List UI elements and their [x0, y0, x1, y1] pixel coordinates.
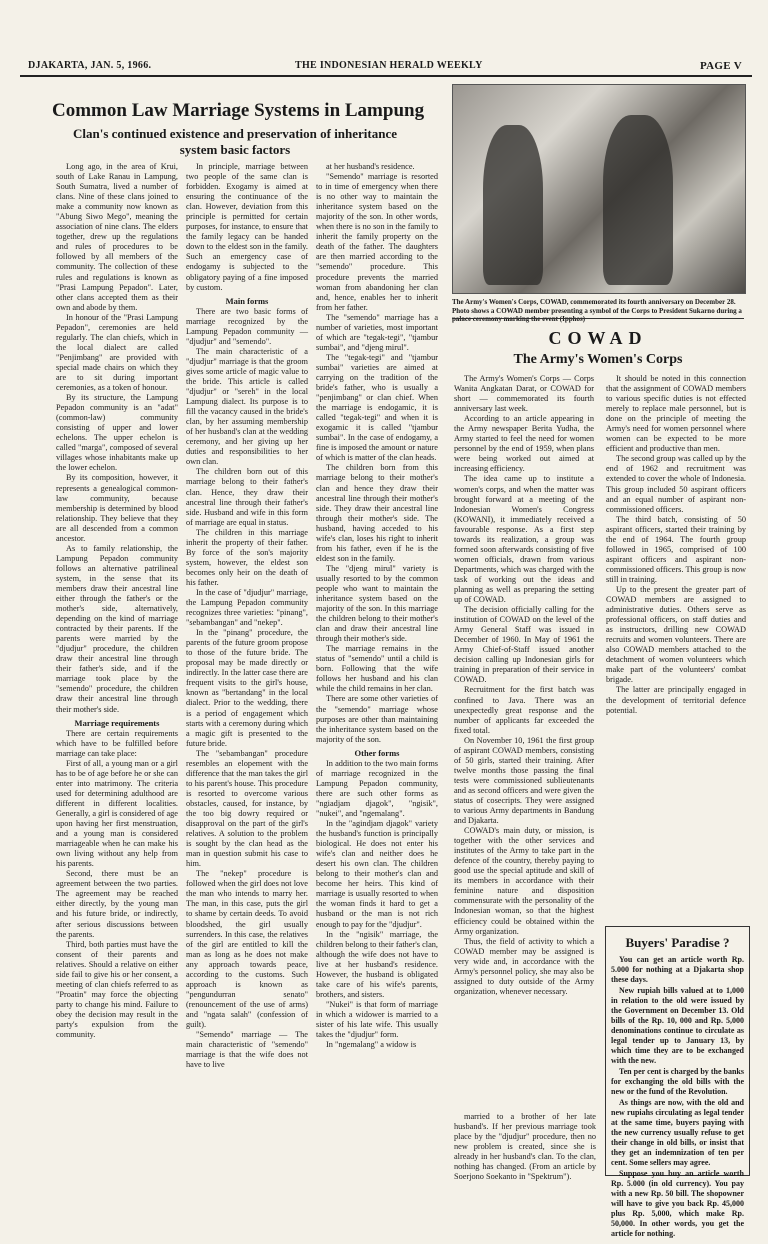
paragraph: Up to the present the greater part of COWAD members are assigned to administrative duties. Others serve as professional officers, on staff duties and as instructors, drilling new COWAD recruits and women volunteers. There are also COWAD members attached to the detachment of women volunteers which make part of the volunteers' combat brigade. [606, 584, 746, 685]
cowad-headline: COWAD [548, 328, 648, 348]
paragraph: There are two basic forms of marriage recognized by the Lampung Pepadon community — "djudjur" and "semendo". [186, 306, 308, 346]
paragraph: "Semendo" marriage is resorted to in time of emergency when there is no other way to maintain the inheritance system based on the majority of the son. In other words, when there is no son in the family to inherit the family property on the death of the father. The daughters are then married according to the "semendo" procedure. This procedure prevents the married woman from abandoning her clan and, hence, enables her to inherit from her father. [316, 172, 438, 312]
section-rule [452, 318, 744, 319]
paragraph: As to family relationship, the Lampung Pepadon community follows an alternative patrilineal system, in the sense that its members draw their ancestral line either through the father's or the mother's side, alternatively, depending on the kind of marriage contracted by their parents. If the parents were married by the "djudjur" procedure, the children draw their ancestral line through their father's side, and if the marriage took place by the "semendo" procedure, the children draw their ancestral line through their mother's side. [56, 543, 178, 714]
photo-caption: The Army's Women's Corps, COWAD, commemorated its fourth anniversary on December 28. Photo shows a COWAD member presenting a symbol of the Corps to President Sukarno during a palace ceremony marking the event (Ipphos) [452, 298, 742, 323]
paragraph: The third batch, consisting of 50 aspirant officers, started their training by the end of 1964. The fourth group followed in 1965, comprised of 100 aspirant officers and aspirant non-commissioned officers. This group is now still in training. [606, 514, 746, 584]
paragraph: In principle, marriage between two people of the same clan is forbidden. Exogamy is aimed at ensuring the continuance of the clan. However, deviation from this principle is permitted for certain purposes, for instance, to ensure that the family legacy can be handed down to the eldest son in the family. Such an emergency case of endogamy is subjected to the obligatory paying of a fine imposed by custom. [186, 162, 308, 292]
page-header [20, 60, 752, 74]
paragraph: The "djeng mirul" variety is usually resorted to by the common people who want to maintain the inheritance system based on the majority of the son. In this marriage the children belong to their mother's clan and draw their ancestral line through their mother's side. [316, 563, 438, 644]
paragraph: Recruitment for the first batch was confined to Java. There was an unexpectedly great response and the number of applicants far exceeded the fixed total. [454, 685, 594, 735]
paragraph: The second group was called up by the end of 1962 and recruitment was extended to cover the whole of Indonesia. This group included 50 aspirant officers and an equal number of aspirant non-commissioned officers. [606, 454, 746, 514]
paragraph: In the "pinang" procedure, the parents of the future groom propose to those of the future bride. The proposal may be made directly or indirectly. In the latter case there are frequent visits to the girl's house, known as "bertandang" in the local dialect. Prior to the wedding, there is a period of engagement which starts with a ceremony during which a magic gift is presented to the future bride. [186, 628, 308, 748]
article-headline: Common Law Marriage Systems in Lampung [52, 100, 425, 121]
masthead: THE INDONESIAN HERALD WEEKLY [295, 60, 483, 71]
paragraph: It should be noted in this connection that the assignment of COWAD members to various specific duties is not effected merely to replace male personnel, but is done on the principle of meeting the Army's need for women personnel where women can be expected to be more efficient and productive than men. [606, 374, 746, 454]
cowad-column-1 [454, 374, 594, 1144]
paragraph: The "semendo" marriage has a number of varieties, most important of which are "tegak-tegi", "tjambur sumbai", and "djeng mirul". [316, 312, 438, 352]
paragraph: The "tegak-tegi" and "tjambur sumbai" varieties are aimed at carrying on the tradition of the bride's father, who is usually a "penjimbang" or clan chief. When the marriage is endogamic, it is called "tegak-tegi" and when it is exogamic it is called "tjambur sumbai". In the case of endogamy, a fine is imposed the amount or nature of which is matter of the clan heads. [316, 352, 438, 463]
paragraph: In "ngemalang" a widow is [326, 1040, 417, 1050]
paragraph: "Nukei" is that form of marriage in which a widower is married to a sister of his late wife. This usually takes the "djudjur" form. [316, 999, 438, 1040]
article-column-1 [56, 162, 178, 1174]
paragraph: The "nekep" procedure is followed when the girl does not love the man who intends to marry her. The man, in this case, puts the girl to shame by certain deeds. To avoid bloodshed, the girl usually surrenders. In this case, the relatives of the girl are entitled to kill the man as long as he does not make any approach towards peace, according to the customs. Such approach is known as "pengundurran senato" (renouncement of the use of arms) and "ngata salah" (confession of guilt). [186, 869, 308, 1029]
paragraph: Third, both parties must have the consent of their parents and relatives. Should a relative on either side fail to give his or her consent, a meeting of clan chiefs referred to as "Proatin" may force the objecting party to change his mind. Failure to obey the decision may result in the party's expulsion from the community. [56, 939, 178, 1040]
paragraph: New rupiah bills valued at to 1,000 in relation to the old were issued by the Government on December 13. Old bills of the Rp. 10, 000 and Rp. 5,000 denominations continue to circulate as legal tender up to January 13, by which time they are to be exchanged with the new. [611, 986, 744, 1065]
paragraph: First of all, a young man or a girl has to be of age before he or she can enter into matrimony. The criteria used for determining adulthood are different in different localities. Generally, a girl is considered of age upon having her first menstruation, and a young man is considered marriageable when he can make his own living without any help from his parents. [56, 758, 178, 869]
section-heading: Main forms [225, 295, 269, 306]
paragraph: Ten per cent is charged by the banks for exchanging the old bills with the new or the fund of the Revolution. [611, 1067, 744, 1096]
cowad-subheadline: The Army's Women's Corps [513, 352, 683, 367]
paragraph: at her husband's residence. [326, 162, 415, 171]
article-continuation [454, 1112, 596, 1182]
paragraph: The marriage remains in the status of "semendo" until a child is born. Following that the wife follows her husband and his clan while the child remains in her clan. [316, 644, 438, 694]
article-column-2 [186, 162, 308, 1174]
paragraph: The latter are principally engaged in the development of territorial defence potential. [606, 685, 746, 715]
paragraph: The Army's Women's Corps — Corps Wanita Angkatan Darat, or COWAD for short — commemorated its fourth anniversary last week. [454, 374, 594, 414]
paragraph: By its structure, the Lampung Pepadon community is an "adat" (common-law) community consisting of upper and lower echelons. The upper echelon is called "marga", composed of several villages whose inhabitants make up the lower echelon. [56, 393, 178, 473]
paragraph: Long ago, in the area of Krui, south of Lake Ranau in Lampung, South Sumatra, lived a number of clans. Nine of these clans joined to make a community now known as "Abung Siwo Mego", meaning the association of nine clans. The elders together, drew up the regulations and rules of procedures to be followed by all members of the community. The collection of these rules and regulations is known as "Prasi Lampung Pepadon". Later, other clans accepted them as their own and abode by them. [56, 162, 178, 312]
paragraph: In addition to the two main forms of marriage recognized in the Lampung Pepadon community, there are such other forms as "ngiadjam djagok", "ngisik", "nukei", and "ngemalang". [316, 758, 438, 818]
paragraph: The children born from this marriage belong to their mother's clan and hence they draw their ancestral line through their mother's side. They draw their ancestral line through their mother's side. The husband, having acceded to his wife's clan, loses his right to inherit from his father, even if he is the eldest son in the family. [316, 463, 438, 563]
page-number: PAGE V [699, 60, 742, 72]
news-photo [452, 84, 746, 294]
paragraph: There are certain requirements which have to be fulfilled before marriage can take place: [56, 728, 178, 758]
paragraph: On November 10, 1961 the first group of aspirant COWAD members, consisting of 50 girls, started their training. After twelve months those passing the final tests were commissioned sublieutenants and as second officers and were given the status of cosecripts. They were assigned to various Army departments in Bandung and Djakarta. [454, 735, 594, 826]
article-column-3 [316, 162, 438, 1174]
dateline: DJAKARTA, JAN. 5, 1966. [28, 60, 152, 71]
paragraph: By its composition, however, it represents a genealogical common-law community, because membership is determined by blood relationship. They believe that they are all descended from a common ancestor. [56, 473, 178, 543]
cowad-column-2 [606, 374, 746, 919]
paragraph: Second, there must be an agreement between the two parties. The agreement may be reached either directly, by the young man and his future bride, or indirectly, after serious discussions between the parents. [56, 869, 178, 939]
header-rule [20, 75, 752, 77]
paragraph: The idea came up to institute a women's corps, and when the matter was brought forward at a meeting of the Indonesian Women's Congress (KOWANI), it immediately received a favourable response. As a first step towards its realization, a group was formed soon afterwards consisting of five women officials, drawn from various Departments, which was charged with the task of working out the ideas and planning as well as preparing the setting up of COWAD. [454, 474, 594, 605]
paragraph: In the case of "djudjur" marriage, the Lampung Pepadon community recognizes three varieties: "pinang", "sebambangan" and "nekep". [186, 587, 308, 628]
paragraph: The "sebambangan" procedure resembles an elopement with the difference that the man takes the girl to his parent's house. This procedure is resorted to overcome various obstacles, caused, for instance, by the too big dowry required or disapproval on the part of the girl's relatives. A solution to the problem is sought by the clan head as the man in question submit his case to him. [186, 748, 308, 869]
paragraph: There are some other varieties of the "semendo" marriage whose purposes are other than maintaining the inheritance system based on the majority of the son. [316, 694, 438, 744]
photo-figure-left [483, 125, 543, 285]
paragraph: Suppose you buy an article worth Rp. 5.000 (in old currency). You pay with a new Rp. 50 bill. The shopowner will have to give you back Rp. 45,000 plus Rp. 5,000, which make Rp. 50,000. In other words, you get the article for nothing. [611, 1169, 744, 1238]
paragraph: In the "ngisik" marriage, the children belong to their father's clan, although the wife does not have to live at her husband's residence. However, the husband is obligated take care of his wife's parents, brothers, and sisters. [316, 929, 438, 999]
paragraph: According to an article appearing in the Army newspaper Berita Yudha, the Army started to feel the need for women personnel by the end of 1959, when plans were being worked out aimed at increasing efficiency. [454, 414, 594, 474]
section-heading: Other forms [354, 747, 400, 758]
paragraph: The children born out of this marriage belong to their father's clan. Hence, they draw their ancestral line through their father's side. Husband and wife in this form of marriage are equal in status. [186, 467, 308, 527]
paragraph: COWAD's main duty, or mission, is together with the other services and institutes of the Army to take part in the defence of the country, thereby paying to good use the special aptitude and skill of its members in accordance with their feminine nature and disposition commensurate with the personality of the Indonesian woman, so that the highest efficiency could be obtained within the Army organization. [454, 826, 594, 936]
buyers-title: Buyers' Paradise ? [625, 935, 730, 950]
buyers-paradise-box [605, 926, 750, 1238]
paragraph: married to a brother of her late husband's. If her previous marriage took place by the "djudjur" procedure, then no new problem is created, since she is already in her husband's clan. To the clan, nothing has changed. (From an article by Soerjono Soekanto in "Spektrum"). [454, 1112, 596, 1182]
paragraph: The decision officially calling for the institution of COWAD on the level of the Army General Staff was issued in December of 1960. In May of 1961 the Army Chief-of-Staff issued another decision calling up Indonesian girls for training in preparation of their service in COWAD. [454, 605, 594, 685]
paragraph: "Semendo" marriage — The main characteristic of "semendo" marriage is that the wife does not have to live [186, 1030, 308, 1070]
buyers-body [606, 951, 749, 1244]
paragraph: You can get an article worth Rp. 5.000 for nothing at a Djakarta shop these days. [611, 955, 744, 984]
paragraph: Thus, the field of activity to which a COWAD member may be assigned is very wide and, in accordance with the Army's personnel policy, she may also be assigned to duty outside of the Army organization, whenever necessary. [454, 936, 594, 996]
paragraph: The main characteristic of a "djudjur" marriage is that the groom gives some article of magic value to the bride. This article is called "djudjur" or "sereh" in the local Lampung dialect. Its purpose is to fill the vacancy caused in the bride's clan, by her assuming membership of her husband's clan at the wedding ceremony, and her giving up her duties and responsibilities to her own clan. [186, 346, 308, 467]
photo-figure-right [603, 115, 673, 285]
section-heading: Marriage requirements [74, 717, 160, 728]
paragraph: The children in this marriage inherit the property of their father. By force of the son's majority system, however, the eldest son becomes only heir on the death of his father. [186, 527, 308, 587]
paragraph: In the "agindjam djagok" variety the husband's function is principally biological. He does not enter his wife's clan and neither does he desert his own clan. The children belong to their mother's clan and become her heirs. This kind of marriage is usually resorted to when the woman finds it hard to get a husband or the man is not rich enough to pay for the "djudjur". [316, 819, 438, 929]
article-subheadline: Clan's continued existence and preservation of inheritance system basic factors [72, 126, 398, 157]
paragraph: In honour of the "Prasi Lampung Pepadon", ceremonies are held regularly. The clan chiefs, which in the local dialect are called "Penjimbang" are provided with special made chairs on which they are to sit during important ceremonies, as a token of honour. [56, 312, 178, 393]
paragraph: As things are now, with the old and new rupiahs circulating as legal tender at the same time, buyers paying with the new currency usually refuse to get their change in old bills, or insist that they get an indemnization of ten per cent. Some sellers may agree. [611, 1098, 744, 1167]
